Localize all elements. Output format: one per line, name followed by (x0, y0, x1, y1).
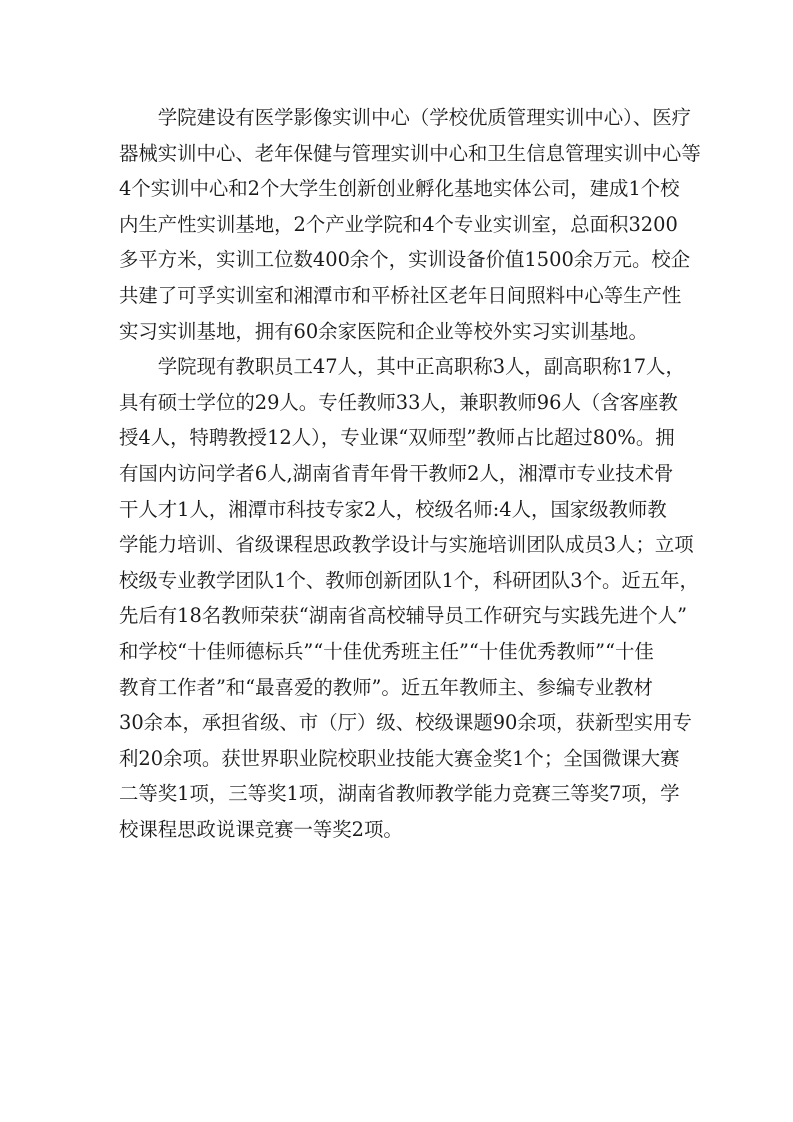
text-line: 30余本，承担省级、市（厅）级、校级课题90余项，获新型实用专 (119, 711, 692, 735)
text-line: 校课程思政说课竞赛一等奖2项。 (119, 817, 403, 841)
text-line: 利20余项。获世界职业院校职业技能大赛金奖1个；全国微课大赛 (119, 746, 680, 770)
text-line: 校级专业教学团队1个、教师创新团队1个，科研团队3个。近五年， (119, 568, 699, 592)
text-line: 教育工作者”和“最喜爱的教师”。近五年教师主、参编专业教材 (119, 675, 653, 699)
text-line: 干人才1人，湘潭市科技专家2人，校级名师:4人，国家级教师教 (119, 497, 667, 521)
text-line: 具有硕士学位的29人。专任教师33人，兼职教师96人（含客座教 (119, 390, 678, 414)
text-line: 授4人，特聘教授12人），专业课“双师型”教师占比超过80%。拥 (119, 426, 675, 450)
text-line: 器械实训中心、老年保健与管理实训中心和卫生信息管理实训中心等 (119, 141, 701, 165)
text-line: 二等奖1项，三等奖1项，湖南省教师教学能力竞赛三等奖7项，学 (119, 782, 680, 806)
text-line: 学院现有教职员工47人，其中正高职称3人，副高职称17人， (119, 355, 685, 379)
document-body (119, 100, 701, 847)
paragraph-training-centers (119, 100, 701, 349)
text-line: 先后有18名教师荣获“湖南省高校辅导员工作研究与实践先进个人” (119, 604, 688, 628)
text-line: 和学校“十佳师德标兵”“十佳优秀班主任”“十佳优秀教师”“十佳 (119, 639, 654, 663)
paragraph-faculty (119, 349, 699, 847)
text-line: 学院建设有医学影像实训中心（学校优质管理实训中心）、医疗 (119, 106, 692, 129)
text-line: 学能力培训、省级课程思政教学设计与实施培训团队成员3人；立项 (119, 533, 694, 557)
text-line: 实习实训基地，拥有60余家医院和企业等校外实习实训基地。 (119, 319, 648, 343)
text-line: 4个实训中心和2个大学生创新创业孵化基地实体公司，建成1个校 (119, 177, 680, 201)
text-line: 内生产性实训基地，2个产业学院和4个专业实训室，总面积3200 (119, 212, 678, 236)
text-line: 共建了可孚实训室和湘潭市和平桥社区老年日间照料中心等生产性 (119, 283, 682, 307)
text-line: 有国内访问学者6人,湖南省青年骨干教师2人，湘潭市专业技术骨 (119, 461, 674, 485)
text-line: 多平方米，实训工位数400余个，实训设备价值1500余万元。校企 (119, 248, 691, 272)
